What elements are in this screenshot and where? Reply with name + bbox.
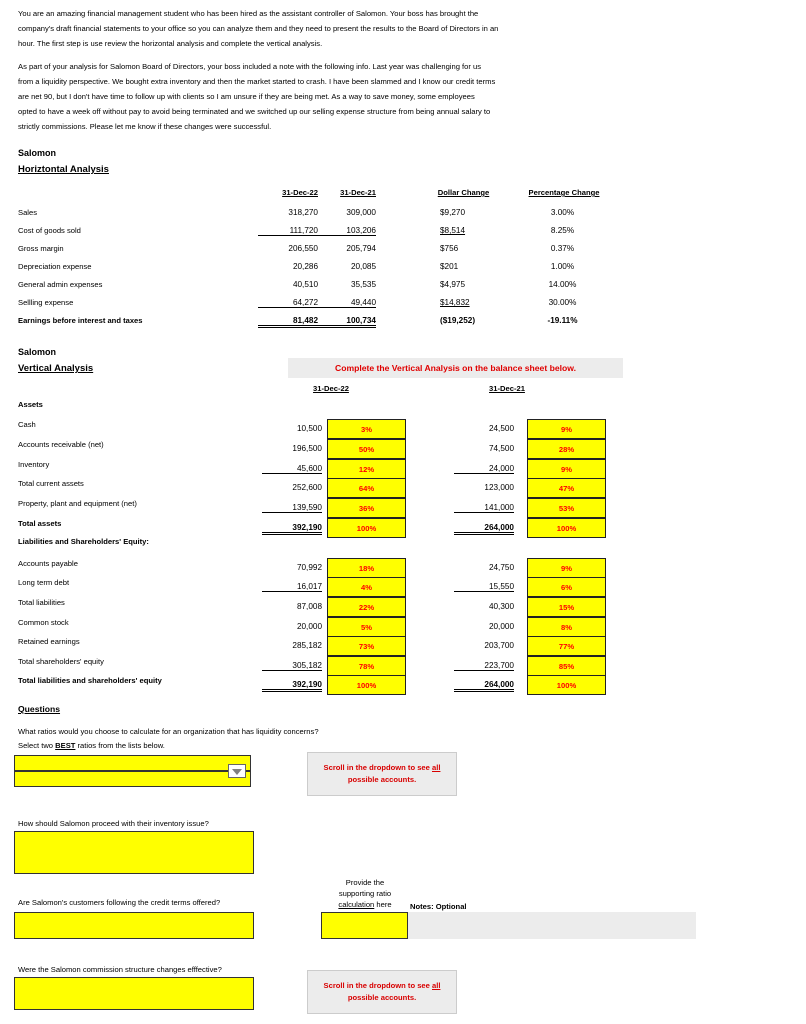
- company-name: Salomon: [18, 148, 57, 158]
- balance-value-dec22: 252,600: [292, 483, 322, 492]
- dropdown-hint-1: [307, 752, 457, 796]
- vertical-percent-input-dec22[interactable]: 64%: [327, 478, 406, 498]
- balance-value-dec21: 141,000: [454, 503, 514, 513]
- vertical-percent-input-dec22[interactable]: 12%: [327, 459, 406, 479]
- balance-value-dec22: 285,182: [292, 641, 322, 650]
- balance-value-dec22: 16,017: [262, 582, 322, 592]
- ratio-prompt-line: [322, 899, 408, 910]
- balance-value-dec21: 24,000: [454, 464, 514, 474]
- value-dec22: 206,550: [288, 244, 318, 253]
- balance-value-dec21: 15,550: [454, 582, 514, 592]
- vertical-percent-input-dec21[interactable]: 47%: [527, 478, 606, 498]
- scroll-hint-pre: Scroll in the dropdown to see: [323, 981, 432, 990]
- vertical-header-dec22: 31-Dec-22: [313, 384, 349, 393]
- value-dec21: 35,535: [350, 280, 376, 289]
- value-dec21: 20,085: [350, 262, 376, 271]
- vertical-percent-input-dec21[interactable]: 28%: [527, 439, 606, 459]
- vertical-percent-input-dec22[interactable]: 100%: [327, 675, 406, 695]
- ratio-prompt-underlined: calculation: [338, 900, 375, 909]
- notes-input[interactable]: [408, 912, 696, 939]
- balance-value-dec21: 223,700: [454, 661, 514, 671]
- scroll-hint-all: all: [431, 763, 441, 772]
- header-dollar-change: Dollar Change: [437, 188, 490, 197]
- row-label: General admin expenses: [18, 280, 103, 289]
- intro-paragraph-1: [18, 6, 798, 51]
- question-1-instruction: [18, 741, 165, 750]
- intro-line: hour. The first step is use review the horizontal analysis and complete the vertical analysis.: [18, 39, 323, 48]
- dollar-change: ($19,252): [440, 316, 476, 325]
- question-1-instruction-pre: Select two: [18, 741, 56, 750]
- question-1-best: BEST: [55, 741, 76, 750]
- balance-row-label: Retained earnings: [18, 637, 80, 646]
- value-dec22: 111,720: [258, 226, 318, 236]
- question-1-text: What ratios would you choose to calculate for an organization that has liquidity concerns?: [18, 727, 319, 736]
- balance-value-dec22: 305,182: [262, 661, 322, 671]
- vertical-percent-input-dec21[interactable]: 9%: [527, 419, 606, 439]
- scroll-hint-all: all: [431, 981, 441, 990]
- value-dec21: 49,440: [316, 298, 376, 308]
- balance-value-dec22: 20,000: [296, 622, 322, 631]
- intro-line: strictly commissions. Please let me know if these changes were successful.: [18, 122, 272, 131]
- intro-line: As part of your analysis for Salomon Board of Directors, your boss included a note with the following info. Last year was challenging for us: [18, 62, 482, 71]
- dropdown-hint-2: [307, 970, 457, 1014]
- balance-value-dec21: 264,000: [454, 523, 514, 535]
- row-label: Cost of goods sold: [18, 226, 81, 235]
- vertical-percent-input-dec21[interactable]: 15%: [527, 597, 606, 617]
- company-name: Salomon: [18, 347, 57, 357]
- balance-value-dec22: 70,992: [296, 563, 322, 572]
- balance-value-dec22: 139,590: [262, 503, 322, 513]
- percentage-change: 14.00%: [548, 280, 577, 289]
- balance-row-label: Accounts receivable (net): [18, 440, 104, 449]
- vertical-percent-input-dec22[interactable]: 73%: [327, 636, 406, 656]
- vertical-percent-input-dec21[interactable]: 9%: [527, 459, 606, 479]
- intro-paragraph-2: [18, 59, 798, 134]
- ratio-prompt-line: Provide the: [345, 878, 385, 887]
- row-label: Sales: [18, 208, 37, 217]
- row-label: Depreciation expense: [18, 262, 92, 271]
- header-dec21: 31-Dec-21: [340, 188, 376, 197]
- vertical-percent-input-dec21[interactable]: 53%: [527, 498, 606, 518]
- vertical-percent-input-dec21[interactable]: 85%: [527, 656, 606, 676]
- balance-value-dec21: 24,750: [488, 563, 514, 572]
- ratio-calculation-input[interactable]: [321, 912, 408, 939]
- assets-heading: Assets: [18, 400, 43, 409]
- vertical-percent-input-dec22[interactable]: 18%: [327, 558, 406, 578]
- questions-title: Questions: [18, 704, 61, 714]
- balance-row-label: Accounts payable: [18, 559, 78, 568]
- value-dec22: 64,272: [258, 298, 318, 308]
- balance-value-dec22: 10,500: [296, 424, 322, 433]
- instruction-banner: [288, 358, 623, 378]
- balance-row-label: Property, plant and equipment (net): [18, 499, 137, 508]
- dropdown-hint-text: [308, 980, 456, 1004]
- balance-row-label: Total shareholders' equity: [18, 657, 104, 666]
- ratio-select-1[interactable]: [14, 755, 251, 771]
- balance-value-dec22: 392,190: [262, 680, 322, 692]
- percentage-change: 3.00%: [550, 208, 575, 217]
- value-dec21: 100,734: [316, 316, 376, 328]
- row-label: Sellling expense: [18, 298, 74, 307]
- vertical-percent-input-dec22[interactable]: 100%: [327, 518, 406, 538]
- balance-row-label: Total assets: [18, 519, 62, 528]
- chevron-down-icon: [229, 766, 245, 778]
- balance-row-label: Total liabilities and shareholders' equity: [18, 676, 162, 685]
- value-dec22: 20,286: [292, 262, 318, 271]
- dollar-change: $9,270: [440, 208, 466, 217]
- percentage-change: -19.11%: [547, 316, 578, 325]
- balance-value-dec22: 87,008: [296, 602, 322, 611]
- percentage-change: 0.37%: [550, 244, 575, 253]
- vertical-percent-input-dec22[interactable]: 22%: [327, 597, 406, 617]
- value-dec21: 103,206: [316, 226, 376, 236]
- question-1-instruction-post: ratios from the lists below.: [75, 741, 165, 750]
- balance-row-label: Total current assets: [18, 479, 84, 488]
- intro-line: opted to have a week off without pay to avoid being terminated and we switched up our selling expense structure from being annual salary to: [18, 107, 491, 116]
- horizontal-analysis-title: Horiztontal Analysis: [18, 164, 109, 175]
- question-2-text: How should Salomon proceed with their inventory issue?: [18, 819, 209, 828]
- liabilities-heading: Liabilities and Shareholders' Equity:: [18, 537, 149, 546]
- credit-terms-answer-box[interactable]: [14, 912, 254, 939]
- vertical-percent-input-dec21[interactable]: 9%: [527, 558, 606, 578]
- percentage-change: 30.00%: [548, 298, 577, 307]
- dollar-change: $14,832: [440, 298, 470, 307]
- balance-value-dec21: 40,300: [488, 602, 514, 611]
- balance-value-dec22: 196,500: [292, 444, 322, 453]
- balance-row-label: Cash: [18, 420, 36, 429]
- dropdown-arrow-button[interactable]: [228, 764, 246, 778]
- balance-value-dec21: 264,000: [454, 680, 514, 692]
- value-dec22: 318,270: [288, 208, 318, 217]
- vertical-percent-input-dec21[interactable]: 100%: [527, 518, 606, 538]
- question-3-text: Are Salomon's customers following the credit terms offered?: [18, 898, 221, 907]
- value-dec21: 205,794: [346, 244, 376, 253]
- row-label: Earnings before interest and taxes: [18, 316, 143, 325]
- vertical-header-dec21: 31-Dec-21: [489, 384, 525, 393]
- balance-value-dec22: 392,190: [262, 523, 322, 535]
- balance-value-dec21: 74,500: [488, 444, 514, 453]
- vertical-percent-input-dec22[interactable]: 4%: [327, 577, 406, 597]
- vertical-percent-input-dec21[interactable]: 77%: [527, 636, 606, 656]
- balance-value-dec21: 203,700: [484, 641, 514, 650]
- value-dec21: 309,000: [346, 208, 376, 217]
- commission-answer-box[interactable]: [14, 977, 254, 1010]
- intro-line: from a liquidity perspective. We bought extra inventory and then the market started to crash. I have been slammed and I know our credit terms: [18, 77, 496, 86]
- header-dec22: 31-Dec-22: [282, 188, 318, 197]
- balance-row-label: Inventory: [18, 460, 50, 469]
- dollar-change: $201: [440, 262, 459, 271]
- notes-label: Notes: Optional: [410, 902, 467, 911]
- inventory-answer-box[interactable]: [14, 831, 254, 874]
- percentage-change: 1.00%: [550, 262, 575, 271]
- percentage-change: 8.25%: [550, 226, 575, 235]
- vertical-percent-input-dec21[interactable]: 100%: [527, 675, 606, 695]
- vertical-percent-input-dec21[interactable]: 6%: [527, 577, 606, 597]
- instruction-banner-text: Complete the Vertical Analysis on the balance sheet below.: [334, 363, 576, 373]
- vertical-percent-input-dec22[interactable]: 5%: [327, 617, 406, 637]
- vertical-percent-input-dec22[interactable]: 78%: [327, 656, 406, 676]
- dropdown-hint-text: [308, 762, 456, 786]
- balance-value-dec22: 45,600: [262, 464, 322, 474]
- balance-row-label: Total liabilities: [18, 598, 65, 607]
- balance-value-dec21: 24,500: [488, 424, 514, 433]
- vertical-analysis-title: Vertical Analysis: [18, 363, 94, 374]
- intro-line: are net 90, but I don't have time to follow up with clients so I am unsure if they are being met. As a way to save money, some employees: [18, 92, 475, 101]
- vertical-percent-input-dec22[interactable]: 36%: [327, 498, 406, 518]
- value-dec22: 81,482: [258, 316, 318, 328]
- scroll-hint-post: possible accounts.: [347, 993, 417, 1002]
- vertical-percent-input-dec21[interactable]: 8%: [527, 617, 606, 637]
- dollar-change: $756: [440, 244, 459, 253]
- scroll-hint-post: possible accounts.: [347, 775, 417, 784]
- header-percentage-change: Percentage Change: [528, 188, 600, 197]
- ratio-prompt-rest: here: [374, 900, 392, 909]
- ratio-prompt-line: supporting ratio: [338, 889, 392, 898]
- intro-line: You are an amazing financial management student who has been hired as the assistant controller of Salomon. Your boss has brought the: [18, 9, 479, 18]
- intro-line: company's draft financial statements to your office so you can analyze them and they need to present the results to the Board of Directors in an: [18, 24, 499, 33]
- balance-row-label: Long term debt: [18, 578, 70, 587]
- question-4-text: Were the Salomon commission structure changes efffective?: [18, 965, 222, 974]
- ratio-calculation-prompt: [322, 877, 408, 910]
- vertical-percent-input-dec22[interactable]: 3%: [327, 419, 406, 439]
- dollar-change: $8,514: [440, 226, 466, 235]
- balance-row-label: Common stock: [18, 618, 69, 627]
- balance-value-dec21: 123,000: [484, 483, 514, 492]
- balance-value-dec21: 20,000: [488, 622, 514, 631]
- scroll-hint-pre: Scroll in the dropdown to see: [323, 763, 432, 772]
- vertical-percent-input-dec22[interactable]: 50%: [327, 439, 406, 459]
- dollar-change: $4,975: [440, 280, 466, 289]
- value-dec22: 40,510: [292, 280, 318, 289]
- row-label: Gross margin: [18, 244, 64, 253]
- ratio-select-2[interactable]: [14, 771, 251, 787]
